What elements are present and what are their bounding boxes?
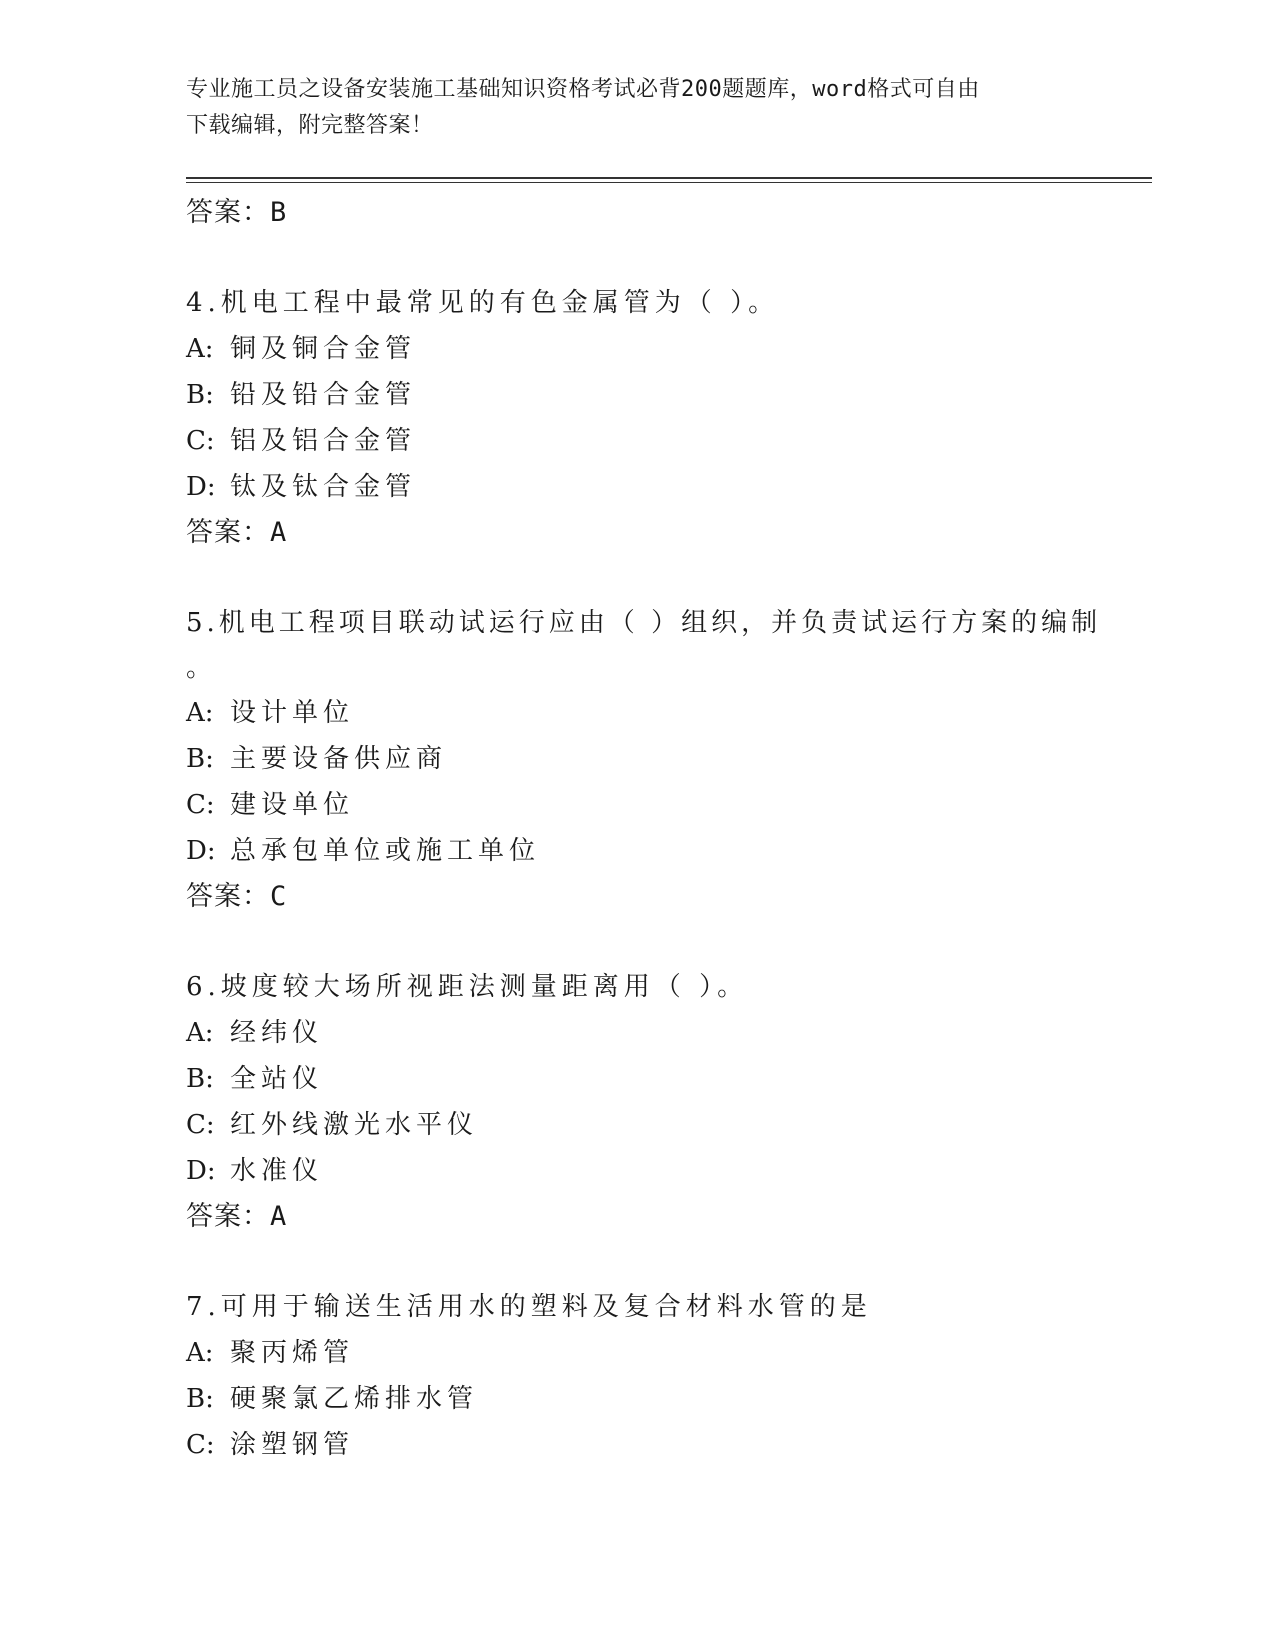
option-b [186,1376,1146,1422]
option-text: 全站仪 [230,1064,324,1094]
option-text: 铝及铝合金管 [230,426,417,456]
option-text: 硬聚氯乙烯排水管 [230,1384,479,1414]
option-c [186,782,1146,828]
option-letter: D: [186,836,216,866]
question-block [186,600,1146,920]
option-letter: D: [186,472,216,502]
option-b [186,372,1146,418]
option-letter: C: [186,426,215,456]
option-letter: B: [186,380,214,410]
option-letter: B: [186,744,214,774]
option-text: 设计单位 [230,698,355,728]
document-header [186,72,1086,144]
option-letter: A: [186,1338,214,1368]
answer-line: 答案：A [186,1201,288,1232]
header-line-2: 下载编辑，附完整答案！ [186,113,434,138]
option-b [186,1056,1146,1102]
question-text: 4.机电工程中最常见的有色金属管为（ ）。 [186,288,780,318]
option-letter: B: [186,1384,214,1414]
option-letter: A: [186,698,214,728]
option-c [186,1102,1146,1148]
question-text-continued: 。 [186,653,213,683]
answer-line: 答案：B [186,197,288,228]
question-text: 5.机电工程项目联动试运行应由（ ）组织，并负责试运行方案的编制 [186,608,1102,638]
option-a [186,326,1146,372]
header-divider-thick [186,177,1152,179]
option-letter: C: [186,1110,215,1140]
option-text: 主要设备供应商 [230,744,448,774]
option-d [186,1148,1146,1194]
question-block [186,280,1146,556]
option-a [186,1010,1146,1056]
question-list [186,190,1146,1468]
option-letter: A: [186,1018,214,1048]
option-a [186,1330,1146,1376]
option-text: 铜及铜合金管 [230,334,417,364]
option-letter: C: [186,1430,215,1460]
option-d [186,464,1146,510]
option-a [186,690,1146,736]
option-b [186,736,1146,782]
option-letter: A: [186,334,214,364]
question-block [186,964,1146,1240]
option-c [186,1422,1146,1468]
option-text: 钛及钛合金管 [230,472,417,502]
question-text: 7.可用于输送生活用水的塑料及复合材料水管的是 [186,1292,872,1322]
option-text: 铅及铅合金管 [230,380,417,410]
question-text: 6.坡度较大场所视距法测量距离用（ ）。 [186,972,749,1002]
option-text: 涂塑钢管 [230,1430,355,1460]
option-text: 建设单位 [230,790,355,820]
answer-line: 答案：C [186,881,288,912]
option-text: 水准仪 [230,1156,324,1186]
header-line-1: 专业施工员之设备安装施工基础知识资格考试必背200题题库，word格式可自由 [186,77,980,102]
answer-line: 答案：A [186,517,288,548]
option-d [186,828,1146,874]
header-divider-thin [186,182,1152,183]
question-block [186,1284,1146,1468]
option-letter: D: [186,1156,216,1186]
option-text: 总承包单位或施工单位 [230,836,541,866]
option-letter: B: [186,1064,214,1094]
option-text: 红外线激光水平仪 [230,1110,479,1140]
option-c [186,418,1146,464]
option-letter: C: [186,790,215,820]
option-text: 聚丙烯管 [230,1338,355,1368]
option-text: 经纬仪 [230,1018,324,1048]
